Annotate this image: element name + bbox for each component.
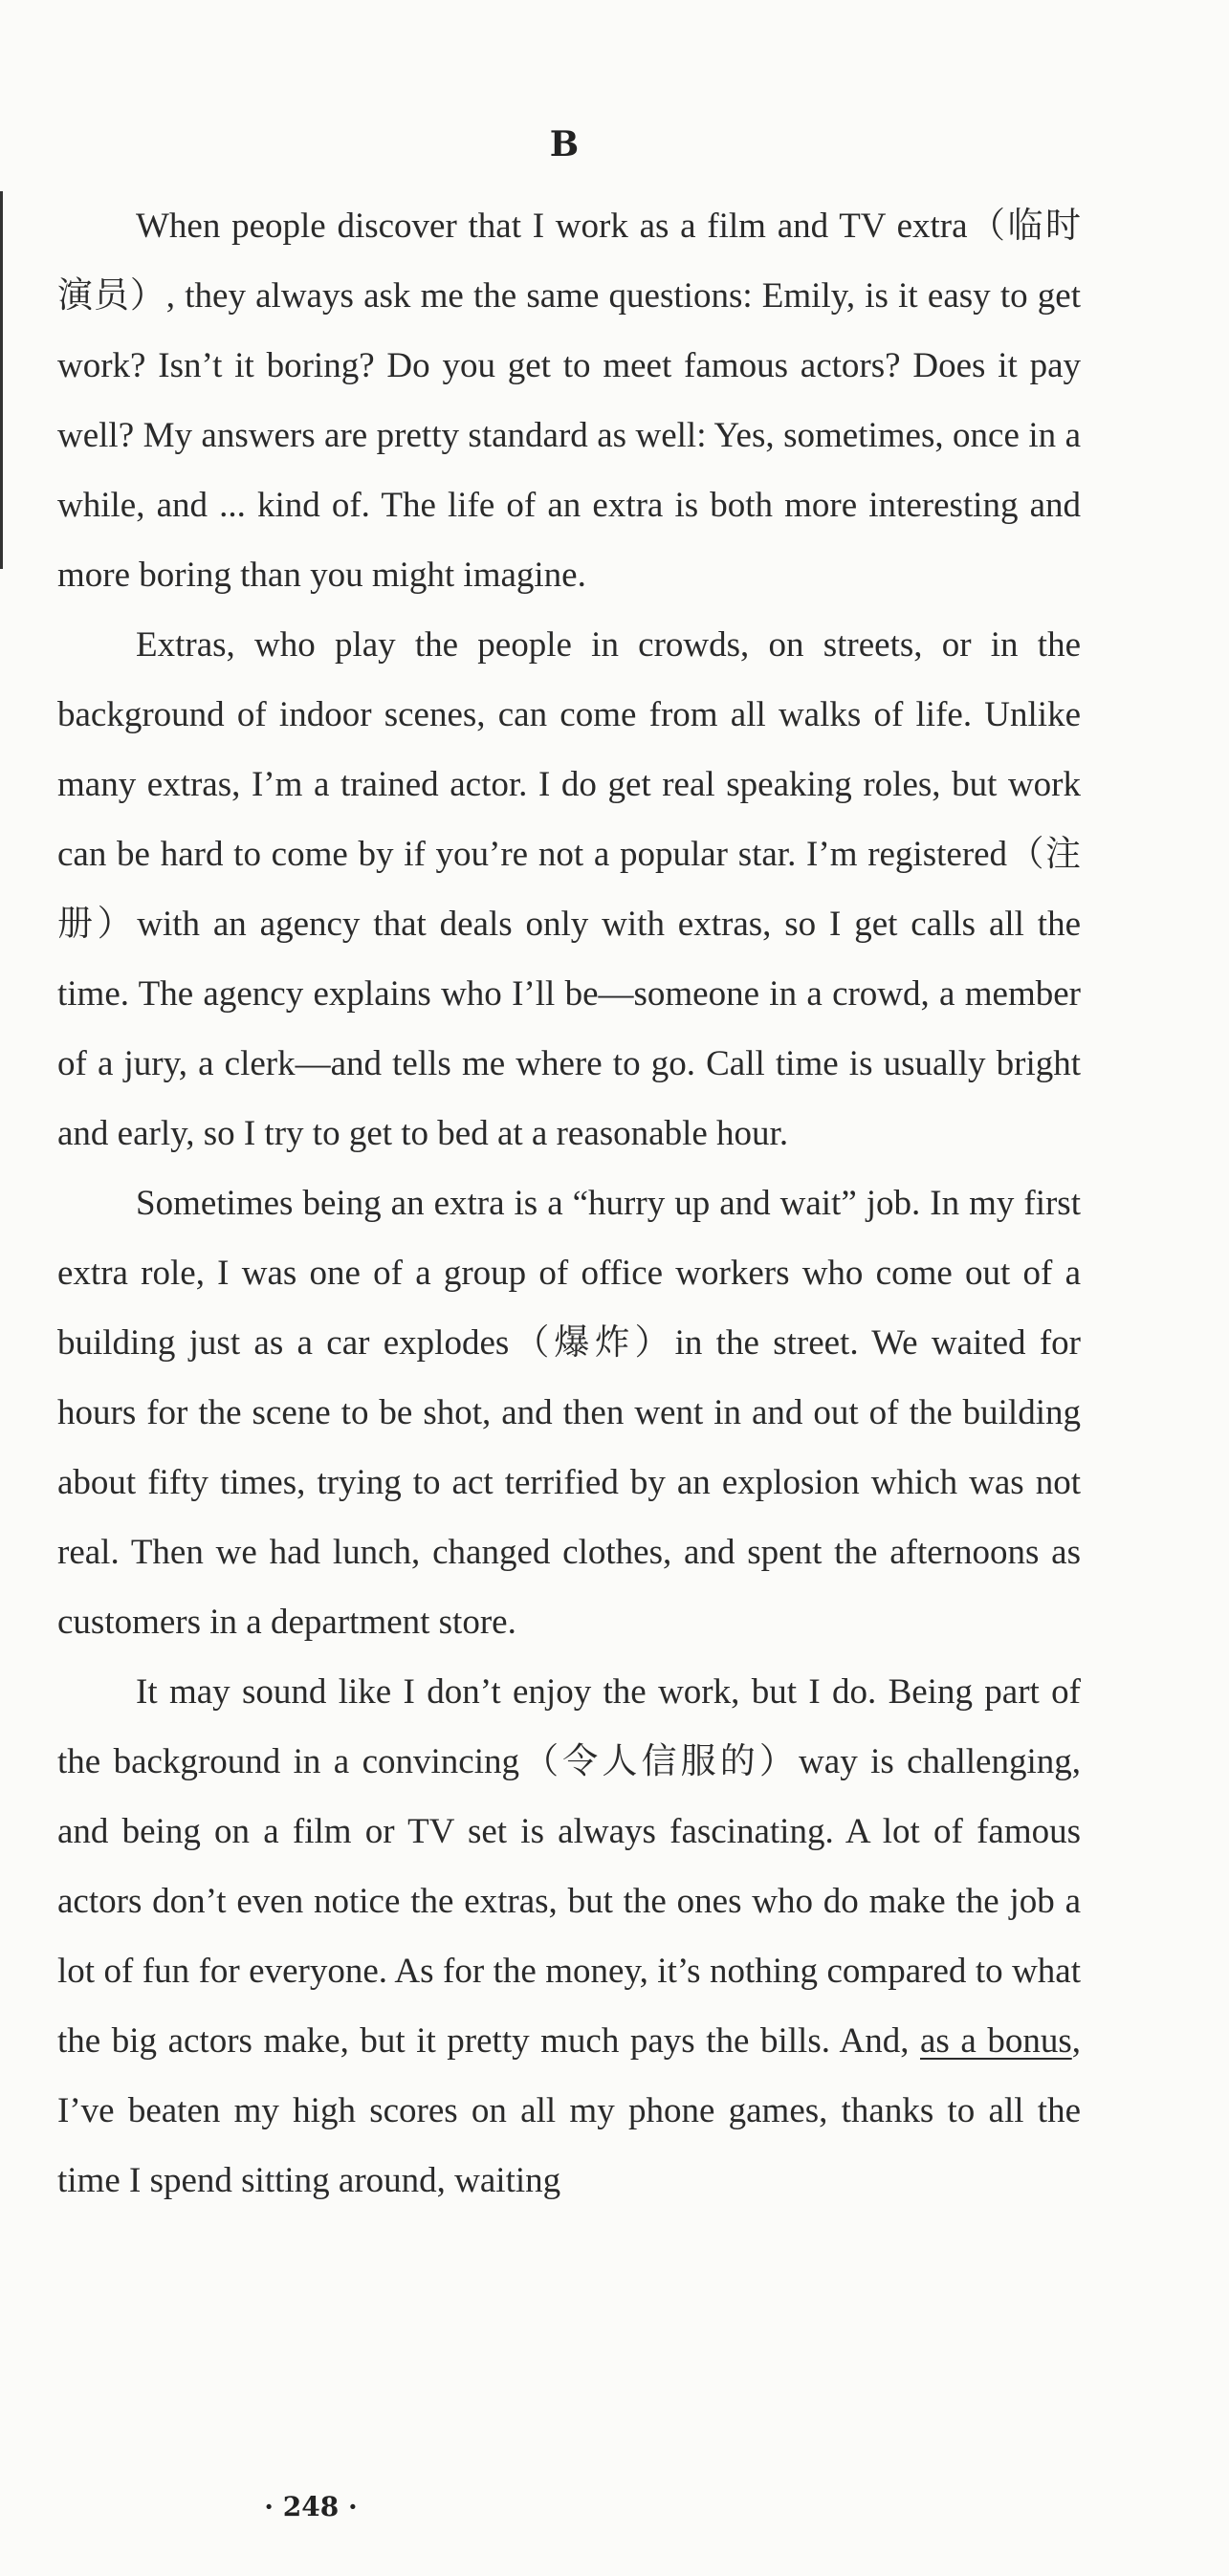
underlined-phrase: as a bonus bbox=[920, 2021, 1072, 2061]
paragraph-2: Extras, who play the people in crowds, on streets, or in the background of indoor scenes, can come from all walks of life. Unlike many extras, I’m a trained actor. I do get real speaking roles, but work can be hard to come by if you’re not a popular star. I’m registered（注册）with an agency that deals only with extras, so I get calls all the time. The agency explains who I’ll be—someone in a crowd, a member of a jury, a clerk—and tells me where to go. Call time is usually bright and early, so I try to get to bed at a reasonable hour. bbox=[57, 625, 1081, 1153]
paragraph-1: When people discover that I work as a film and TV extra（临时演员）, they always ask me the same questions: Emily, is it easy to get work? Isn’t it boring? Do you get to meet famous actors? Does it pay well? My answers are pretty standard as well: Yes, sometimes, once in a while, and ... kind of. The life of an extra is both more interesting and more boring than you might imagine. bbox=[57, 207, 1081, 595]
page-number: · 248 · bbox=[264, 2491, 358, 2522]
paragraph-4 bbox=[57, 1657, 1081, 2216]
paragraph-4-text-before: It may sound like I don’t enjoy the work, but I do. Being part of the background in a convincing（令人信服的）way is challenging, and being on a film or TV set is always fascinating. A lot of famous actors don’t even notice the extras, but the ones who do make the job a lot of fun for everyone. As for the money, it’s nothing compared to what the big actors make, but it pretty much pays the bills. And, bbox=[57, 1672, 1081, 2061]
passage-body bbox=[57, 191, 1081, 2216]
paragraph-4-text-after: , I’ve beaten my high scores on all my phone games, thanks to all the time I spend sitting around, waiting bbox=[57, 2021, 1081, 2200]
section-title: B bbox=[549, 124, 580, 164]
paragraph-3: Sometimes being an extra is a “hurry up and wait” job. In my first extra role, I was one of a group of office workers who come out of a building just as a car explodes（爆炸）in the street. We waited for hours for the scene to be shot, and then went in and out of the building about fifty times, trying to act terrified by an explosion which was not real. Then we had lunch, changed clothes, and spent the afternoons as customers in a department store. bbox=[57, 1184, 1081, 1642]
margin-rule bbox=[0, 191, 3, 569]
